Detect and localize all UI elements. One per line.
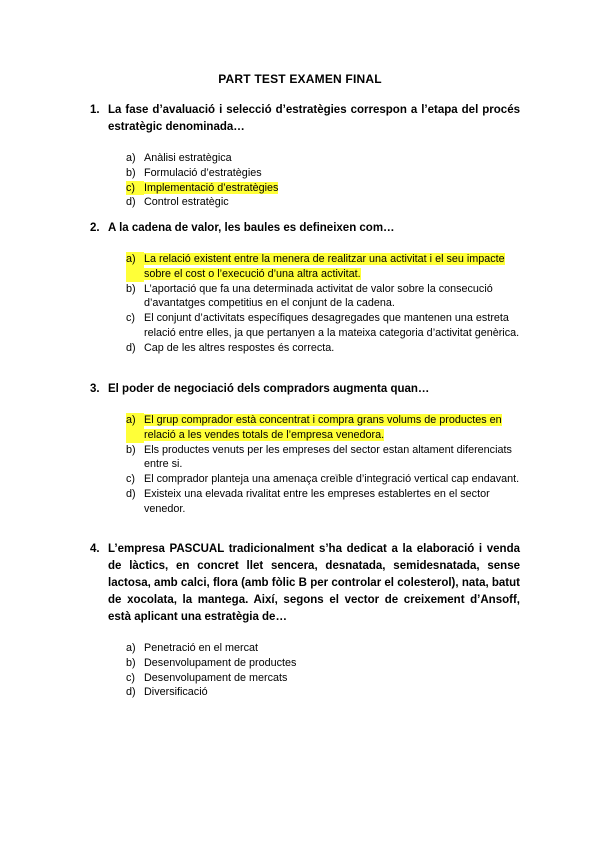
option-letter: a) [126, 252, 144, 282]
option-b [126, 282, 520, 312]
option-text: Existeix una elevada rivalitat entre les empreses establertes en el sector venedor. [144, 487, 490, 515]
option-text-highlighted: El grup comprador està concentrat i compra grans volums de productes en relació a les vendes totals de l’empresa venedora. [144, 414, 502, 441]
option-letter: b) [126, 166, 136, 179]
option-a [126, 252, 520, 282]
options-list [126, 641, 520, 700]
option-a [126, 641, 520, 656]
option-letter: c) [126, 312, 135, 325]
option-letter: d) [126, 686, 136, 699]
option-letter: c) [126, 181, 144, 196]
option-letter: b) [126, 443, 136, 456]
question-4 [90, 541, 520, 700]
question-text: A la cadena de valor, les baules es defineixen com… [108, 222, 395, 234]
option-text-highlighted: Implementació d’estratègies [144, 181, 279, 194]
question-number: 1. [90, 104, 100, 116]
options-list [126, 151, 520, 210]
option-c [126, 472, 520, 487]
option-text: Formulació d’estratègies [144, 166, 262, 179]
page-title: PART TEST EXAMEN FINAL [218, 72, 382, 86]
option-letter: b) [126, 656, 136, 669]
question-number: 4. [90, 543, 100, 555]
option-d [126, 487, 520, 517]
option-a [126, 413, 520, 443]
option-text: Penetració en el mercat [144, 642, 259, 654]
option-b [126, 443, 520, 473]
question-text: El poder de negociació dels compradors augmenta quan… [108, 383, 430, 395]
question-number: 3. [90, 383, 100, 395]
option-b [126, 656, 520, 671]
option-letter: c) [126, 671, 135, 684]
question-1-header [90, 102, 520, 136]
option-letter: b) [126, 282, 136, 295]
question-number: 2. [90, 222, 100, 234]
option-letter: d) [126, 196, 136, 209]
option-text: Els productes venuts per les empreses del sector estan altament diferenciats entre si. [144, 443, 512, 471]
option-letter: a) [126, 642, 136, 654]
option-letter: d) [126, 487, 136, 500]
question-2-header [90, 220, 520, 237]
option-text: Desenvolupament de productes [144, 656, 297, 669]
option-letter: c) [126, 473, 135, 486]
option-text: Diversificació [144, 686, 208, 699]
question-3-header [90, 381, 520, 398]
option-d [126, 195, 520, 210]
option-letter: d) [126, 341, 136, 354]
option-c [126, 311, 520, 341]
option-text-highlighted: La relació existent entre la menera de realitzar una activitat i el seu impacte sobre el cost o l’execució d’una altra activitat. [144, 253, 505, 280]
option-letter: a) [126, 152, 136, 164]
option-text: Anàlisi estratègica [144, 152, 232, 164]
option-b [126, 166, 520, 181]
option-text: Cap de les altres respostes és correcta. [144, 341, 335, 354]
option-d [126, 685, 520, 700]
option-a [126, 151, 520, 166]
options-list [126, 252, 520, 356]
option-c [126, 181, 520, 196]
question-4-header [90, 541, 520, 626]
question-2 [90, 220, 520, 356]
options-list [126, 413, 520, 517]
question-text: La fase d’avaluació i selecció d’estratègies correspon a l’etapa del procés estratègic denominada… [108, 104, 520, 133]
option-c [126, 671, 520, 686]
question-text: L’empresa PASCUAL tradicionalment s’ha dedicat a la elaboració i venda de làctics, en concret llet sencera, desnatada, semidesnatada, sense lactosa, amb calci, flora (amb fòlic B per controlar el colesterol), nata, batut de xocolata, la mantega. Així, segons el vector de creixement d’Ansoff, està aplicant una estratègia de… [108, 543, 520, 623]
question-3 [90, 381, 520, 517]
option-text: El comprador planteja una amenaça creïble d’integració vertical cap endavant. [144, 473, 520, 486]
option-letter: a) [126, 413, 144, 443]
option-text: Control estratègic [144, 196, 229, 209]
question-1 [90, 102, 520, 210]
option-text: L’aportació que fa una determinada activitat de valor sobre la consecució d’avantatges competitius en el conjunt de la cadena. [144, 282, 493, 310]
option-text: Desenvolupament de mercats [144, 671, 288, 684]
option-text: El conjunt d’activitats específiques desagregades que mantenen una estreta relació entre elles, ja que pertanyen a la mateixa categoria d’activitat genèrica. [144, 312, 520, 339]
option-d [126, 341, 520, 356]
